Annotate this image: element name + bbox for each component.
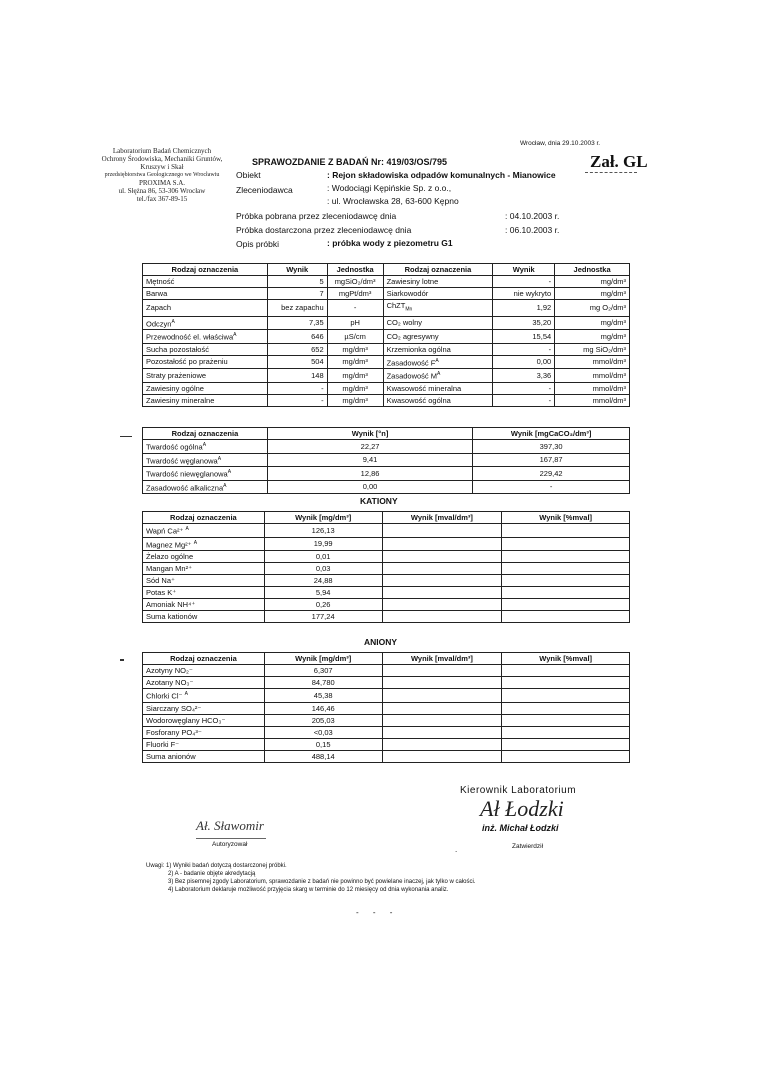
object-value: : Rejon składowiska odpadów komunalnych - Mianowice xyxy=(327,170,556,180)
table-cell: 35,20 xyxy=(493,316,555,330)
table-cell: 12,86 xyxy=(267,467,472,481)
table-cell xyxy=(502,599,630,611)
column-header: Rodzaj oznaczenia xyxy=(143,264,268,276)
anions-title: ANIONY xyxy=(364,637,398,647)
table-cell: µS/cm xyxy=(327,330,383,344)
table-cell: Żelazo ogólne xyxy=(143,551,265,563)
note-1: Uwagi: 1) Wyniki badań dotyczą dostarczonej próbki. xyxy=(146,863,287,869)
column-header: Wynik [mval/dm³] xyxy=(382,653,502,665)
table-cell: - xyxy=(493,343,555,355)
table-cell: nie wykryto xyxy=(493,288,555,300)
table-cell: mg/dm³ xyxy=(327,382,383,394)
table-cell: - xyxy=(473,480,630,494)
table-cell xyxy=(502,665,630,677)
table-cell xyxy=(502,611,630,623)
note-2: 2) A - badanie objęte akredytacją xyxy=(168,871,256,877)
table-cell: 84,780 xyxy=(264,677,382,689)
column-header: Wynik [mgCaCO₃/dm³] xyxy=(473,428,630,440)
column-header: Wynik [%mval] xyxy=(502,653,630,665)
table-cell: 1,92 xyxy=(493,300,555,317)
table-row xyxy=(143,689,630,703)
page-marks: - - - xyxy=(356,908,399,917)
table-cell: Twardość niewęglanowa$^A$ xyxy=(143,467,268,481)
table-cell: Twardość ogólna$^A$ xyxy=(143,440,268,454)
table-cell: - xyxy=(267,382,327,394)
table-cell: - xyxy=(493,382,555,394)
table-cell: Twardość węglanowa$^A$ xyxy=(143,453,268,467)
table-cell: 397,30 xyxy=(473,440,630,454)
table-cell xyxy=(502,738,630,750)
table-cell: - xyxy=(493,276,555,288)
table-row xyxy=(143,575,630,587)
table-row xyxy=(143,524,630,538)
table-row xyxy=(143,537,630,551)
table-cell xyxy=(502,575,630,587)
table-cell xyxy=(382,587,502,599)
column-header: Rodzaj oznaczenia xyxy=(143,512,265,524)
sampled-label: Próbka pobrana przez zleceniodawcę dnia xyxy=(236,211,397,221)
laboratory-header xyxy=(92,147,232,203)
table-cell: 3,36 xyxy=(493,369,555,383)
lab-line: przedsiębiorstwa Geologicznego we Wrocławiu xyxy=(104,172,220,178)
table-row xyxy=(143,702,630,714)
table-cell: Mętność xyxy=(143,276,268,288)
lab-line: Ochrony Środowiska, Mechaniki Gruntów, xyxy=(101,155,223,163)
table-cell: <0,03 xyxy=(264,726,382,738)
table-cell: Krzemionka ogólna xyxy=(383,343,493,355)
table-row xyxy=(143,276,630,288)
table-cell xyxy=(502,689,630,703)
table-row xyxy=(143,587,630,599)
report-title: SPRAWOZDANIE Z BADAŃ Nr: 419/03/OS/795 xyxy=(252,157,448,167)
table-row xyxy=(143,440,630,454)
table-cell xyxy=(382,537,502,551)
table-row xyxy=(143,453,630,467)
sampled-date: : 04.10.2003 r. xyxy=(505,211,560,221)
client-name: : Wodociągi Kępińskie Sp. z o.o., xyxy=(327,183,452,193)
hardness-table xyxy=(142,427,630,494)
table-cell: 488,14 xyxy=(264,750,382,762)
table-cell: mgPt/dm³ xyxy=(327,288,383,300)
table-cell xyxy=(382,551,502,563)
table-cell: 6,307 xyxy=(264,665,382,677)
table-cell: Azotany NO₃⁻ xyxy=(143,677,265,689)
table-cell: - xyxy=(327,300,383,317)
table-cell: Amoniak NH⁴⁺ xyxy=(143,599,265,611)
lab-line: PROXIMA S.A. xyxy=(138,179,186,187)
table-cell: Mangan Mn²⁺ xyxy=(143,563,265,575)
table-cell: Straty prażeniowe xyxy=(143,369,268,383)
table-row xyxy=(143,551,630,563)
table-cell xyxy=(382,524,502,538)
column-header: Wynik [mg/dm³] xyxy=(264,512,382,524)
table-cell: - xyxy=(267,394,327,406)
table-cell xyxy=(502,563,630,575)
table-cell: mg O₂/dm³ xyxy=(555,300,630,317)
table-row xyxy=(143,330,630,344)
table-row xyxy=(143,394,630,406)
table-cell: Wapń Ca²⁺ $^A$ xyxy=(143,524,265,538)
column-header: Rodzaj oznaczenia xyxy=(383,264,493,276)
client-label: Zleceniodawca xyxy=(236,185,293,195)
column-header: Wynik [mg/dm³] xyxy=(264,653,382,665)
column-header: Wynik [%mval] xyxy=(502,512,630,524)
margin-mark xyxy=(120,436,132,437)
cations-table xyxy=(142,511,630,623)
column-header: Wynik [mval/dm³] xyxy=(382,512,502,524)
table-row xyxy=(143,665,630,677)
table-cell: pH xyxy=(327,316,383,330)
table-row xyxy=(143,599,630,611)
table-cell xyxy=(502,537,630,551)
table-cell: mg/dm³ xyxy=(327,394,383,406)
table-cell: 652 xyxy=(267,343,327,355)
table-cell: Wodorowęglany HCO₃⁻ xyxy=(143,714,265,726)
table-cell xyxy=(502,714,630,726)
table-cell xyxy=(502,726,630,738)
table-cell xyxy=(382,702,502,714)
lab-line: Kruszyw i Skał xyxy=(140,163,184,171)
table-cell: Suma kationów xyxy=(143,611,265,623)
table-row xyxy=(143,343,630,355)
divider xyxy=(585,172,637,173)
table-cell: Zapach xyxy=(143,300,268,317)
table-cell xyxy=(502,551,630,563)
manager-signature: Ał Łodzki xyxy=(480,796,564,821)
table-cell xyxy=(502,524,630,538)
table-row xyxy=(143,316,630,330)
table-cell: mg/dm³ xyxy=(555,288,630,300)
object-label: Obiekt xyxy=(236,170,261,180)
table-cell: Siarkowodór xyxy=(383,288,493,300)
lab-line: Laboratorium Badań Chemicznych xyxy=(112,147,212,155)
column-header: Jednostka xyxy=(555,264,630,276)
manager-title: Kierownik Laboratorium xyxy=(460,785,577,796)
table-cell: 146,46 xyxy=(264,702,382,714)
approved-label: Zatwierdził xyxy=(512,843,544,850)
manager-name: inż. Michał Łodzki xyxy=(482,823,559,833)
table-cell: 15,54 xyxy=(493,330,555,344)
lab-line: ul. Słężna 86, 53-306 Wrocław xyxy=(118,187,206,195)
table-cell xyxy=(382,750,502,762)
table-cell xyxy=(382,563,502,575)
table-cell: Sucha pozostałość xyxy=(143,343,268,355)
table-cell xyxy=(382,599,502,611)
table-cell: bez zapachu xyxy=(267,300,327,317)
table-row xyxy=(143,369,630,383)
table-row xyxy=(143,750,630,762)
cations-title: KATIONY xyxy=(360,496,398,506)
table-cell xyxy=(382,689,502,703)
table-row xyxy=(143,288,630,300)
table-cell: 0,00 xyxy=(493,355,555,369)
table-cell: Zawiesiny ogólne xyxy=(143,382,268,394)
table-cell: Przewodność el. właściwa$^A$ xyxy=(143,330,268,344)
table-cell: 148 xyxy=(267,369,327,383)
table-cell: mg/dm³ xyxy=(555,316,630,330)
table-cell xyxy=(502,587,630,599)
table-cell: Kwasowość ogólna xyxy=(383,394,493,406)
table-cell: mg/dm³ xyxy=(327,369,383,383)
sample-description-label: Opis próbki xyxy=(236,239,279,249)
report-date: Wrocław, dnia 29.10.2003 r. xyxy=(520,140,601,147)
table-row xyxy=(143,480,630,494)
margin-mark: . xyxy=(455,845,458,854)
delivered-label: Próbka dostarczona przez zleceniodawcę dnia xyxy=(236,225,412,235)
table-cell: 7,35 xyxy=(267,316,327,330)
column-header: Rodzaj oznaczenia xyxy=(143,653,265,665)
table-cell xyxy=(382,575,502,587)
table-cell: 24,88 xyxy=(264,575,382,587)
table-cell: 0,03 xyxy=(264,563,382,575)
table-row xyxy=(143,382,630,394)
table-cell: mmol/dm³ xyxy=(555,369,630,383)
table-cell: 126,13 xyxy=(264,524,382,538)
table-cell: mg/dm³ xyxy=(327,343,383,355)
author-label: Autoryzował xyxy=(212,841,248,848)
note-3: 3) Bez pisemnej zgody Laboratorium, sprawozdanie z badań nie powinno być powielane inaczej, jak tylko w całości. xyxy=(168,879,476,885)
table-cell: Magnez Mg²⁺ $^A$ xyxy=(143,537,265,551)
table-cell: ChZT$_{Mn}$ xyxy=(383,300,493,317)
table-row xyxy=(143,726,630,738)
table-cell: mg SiO₂/dm³ xyxy=(555,343,630,355)
column-header: Wynik xyxy=(267,264,327,276)
table-cell: CO₂ agresywny xyxy=(383,330,493,344)
physicochemical-table xyxy=(142,263,630,407)
table-row xyxy=(143,467,630,481)
column-header: Rodzaj oznaczenia xyxy=(143,428,268,440)
table-cell: Potas K⁺ xyxy=(143,587,265,599)
table-cell xyxy=(502,702,630,714)
table-cell: 205,03 xyxy=(264,714,382,726)
table-cell: Siarczany SO₄²⁻ xyxy=(143,702,265,714)
table-row xyxy=(143,563,630,575)
table-cell: 0,01 xyxy=(264,551,382,563)
table-cell: 5 xyxy=(267,276,327,288)
table-cell: 177,24 xyxy=(264,611,382,623)
table-cell xyxy=(382,738,502,750)
table-cell: 504 xyxy=(267,355,327,369)
table-cell: Fluorki F⁻ xyxy=(143,738,265,750)
table-cell: 229,42 xyxy=(473,467,630,481)
column-header: Wynik xyxy=(493,264,555,276)
column-header: Wynik [°n] xyxy=(267,428,472,440)
table-cell: - xyxy=(493,394,555,406)
table-cell: 0,00 xyxy=(267,480,472,494)
table-row xyxy=(143,355,630,369)
note-4: 4) Laboratorium deklaruje możliwość przyjęcia skarg w terminie do 12 miesięcy od dnia wykonania analiz. xyxy=(168,887,449,893)
table-cell: Zawiesiny mineralne xyxy=(143,394,268,406)
table-cell: mgSiO₂/dm³ xyxy=(327,276,383,288)
sample-description: : próbka wody z piezometru G1 xyxy=(327,238,453,248)
signature-line xyxy=(196,838,266,839)
table-cell: 22,27 xyxy=(267,440,472,454)
table-row xyxy=(143,714,630,726)
table-cell: Zasadowość $M^A$ xyxy=(383,369,493,383)
client-address: : ul. Wrocławska 28, 63-600 Kępno xyxy=(327,196,459,206)
table-row xyxy=(143,738,630,750)
anions-table xyxy=(142,652,630,763)
table-cell: Zawiesiny lotne xyxy=(383,276,493,288)
table-cell: 45,38 xyxy=(264,689,382,703)
margin-mark xyxy=(120,659,124,661)
table-cell xyxy=(382,726,502,738)
table-cell: 7 xyxy=(267,288,327,300)
table-cell: mg/dm³ xyxy=(555,330,630,344)
table-cell: 0,26 xyxy=(264,599,382,611)
table-cell: Pozostałość po prażeniu xyxy=(143,355,268,369)
table-cell: mmol/dm³ xyxy=(555,394,630,406)
table-cell: 9,41 xyxy=(267,453,472,467)
column-header: Jednostka xyxy=(327,264,383,276)
table-cell: 0,15 xyxy=(264,738,382,750)
table-cell: Chlorki Cl⁻ $^A$ xyxy=(143,689,265,703)
table-cell: 646 xyxy=(267,330,327,344)
table-cell: CO₂ wolny xyxy=(383,316,493,330)
table-cell: Suma anionów xyxy=(143,750,265,762)
table-cell xyxy=(502,750,630,762)
lab-line: tel./fax 367-89-15 xyxy=(136,195,188,203)
table-cell: mmol/dm³ xyxy=(555,355,630,369)
table-cell: Kwasowość mineralna xyxy=(383,382,493,394)
table-cell: 167,87 xyxy=(473,453,630,467)
author-signature: Ał. Sławomir xyxy=(196,818,264,833)
table-cell: Odczyn$^A$ xyxy=(143,316,268,330)
table-cell: 19,99 xyxy=(264,537,382,551)
table-row xyxy=(143,300,630,317)
table-cell xyxy=(502,677,630,689)
table-cell xyxy=(382,714,502,726)
delivered-date: : 06.10.2003 r. xyxy=(505,225,560,235)
table-row xyxy=(143,611,630,623)
table-cell xyxy=(382,677,502,689)
attachment-label: Zał. GL xyxy=(590,152,648,171)
table-cell xyxy=(382,611,502,623)
table-cell: mg/dm³ xyxy=(327,355,383,369)
table-cell: Fosforany PO₄³⁻ xyxy=(143,726,265,738)
table-row xyxy=(143,677,630,689)
table-cell: Zasadowość $F^A$ xyxy=(383,355,493,369)
table-cell: 5,94 xyxy=(264,587,382,599)
notes xyxy=(146,862,476,894)
table-cell: Azotyny NO₂⁻ xyxy=(143,665,265,677)
table-cell: mg/dm³ xyxy=(555,276,630,288)
table-cell: mmol/dm³ xyxy=(555,382,630,394)
table-cell: Barwa xyxy=(143,288,268,300)
table-cell xyxy=(382,665,502,677)
table-cell: Sód Na⁺ xyxy=(143,575,265,587)
table-cell: Zasadowość alkaliczna$^A$ xyxy=(143,480,268,494)
